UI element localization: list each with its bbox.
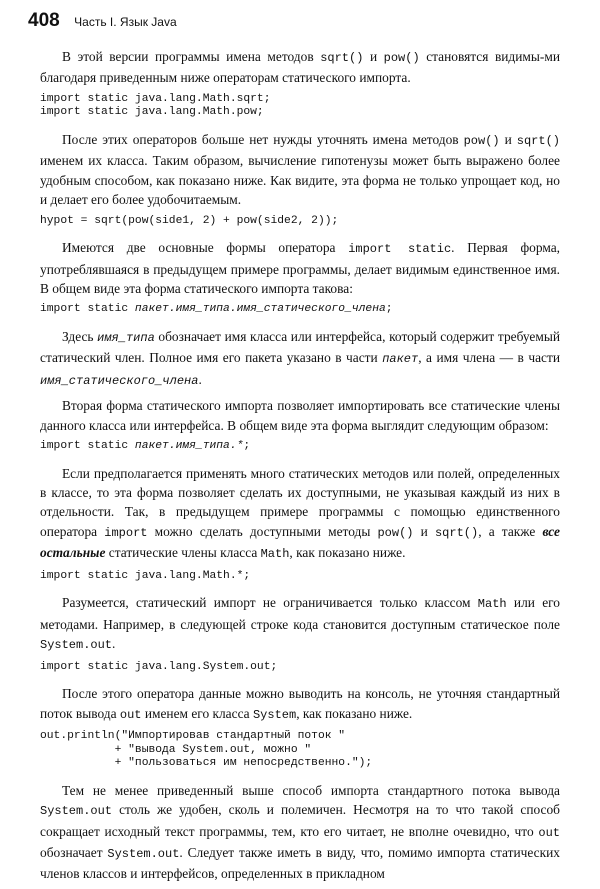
page-number: 408 (28, 10, 60, 31)
code-block: import static пакет.имя_типа.*; (40, 440, 251, 453)
paragraph: Вторая форма статического импорта позволяет импортировать все статические члены данного класса или интерфейса. В общем виде эта форма выглядит следующим образом: (40, 398, 560, 433)
paragraph: Разумеется, статический импорт не ограничивается только классом Math или его методами. Например, в следующей строке кода становится доступным статическое поле System.out. (40, 595, 561, 653)
paragraph: Здесь имя_типа обозначает имя класса или интерфейса, который содержит требуемый статический член. Полное имя его пакета указано в части пакет, а имя члена — в части имя_статического_члена. (40, 329, 560, 388)
code-block: import static java.lang.Math.*; (40, 569, 251, 582)
paragraph: После этого оператора данные можно выводить на консоль, не уточняя стандартный поток вывода out именем его класса System, как показано ниже. (40, 686, 560, 722)
paragraph: После этих операторов больше нет нужды уточнять имена методов pow() и sqrt() именем их класса. Таким образом, вычисление гипотенузы может быть выражено более удобным способом, как показано ниже. Как видите, эта форма не только упрощает код, но и делает его более удобочитаемым. (40, 132, 560, 208)
page-content (40, 47, 560, 889)
paragraph: Если предполагается применять много статических методов или полей, определенных в классе, то эта форма позволяет сделать их доступными, не указывая каждый из них в отдельности. Так, в предыдущем примере программы с помощью единственного оператора import можно сделать доступными методы pow() и sqrt(), а также все остальные статические члены класса Math, как показано ниже. (40, 465, 560, 562)
chapter-title: Часть I. Язык Java (74, 15, 177, 29)
code-block: hypot = sqrt(pow(side1, 2) + pow(side2, 2)); (40, 214, 339, 227)
running-header (28, 10, 177, 32)
code-block: out.println("Импортировав стандартный поток " + "вывода System.out, можно " + "пользоваться им непосредственно."); (40, 729, 373, 770)
code-block: import static java.lang.Math.sqrt; import static java.lang.Math.pow; (40, 92, 271, 119)
paragraph: В этой версии программы имена методов sqrt() и pow() становятся видимы-ми благодаря приведенным ниже операторам статического импорта. (40, 49, 560, 86)
paragraph: Тем не менее приведенный выше способ импорта стандартного потока вывода System.out столь же удобен, сколь и полемичен. Несмотря на то что такой способ сокращает исходный текст программы, тем, кто его читает, не вполне очевидно, что out обозначает System.out. Следует также иметь в виду, что, помимо импорта статических членов классов и интерфейсов, определенных в прикладном (40, 782, 560, 882)
paragraph: Имеются две основные формы оператора import static. Первая форма, употреблявшаяся в предыдущем примере программы, делает видимым единственное имя. В общем виде эта форма статического импорта такова: (40, 240, 560, 297)
code-block: import static пакет.имя_типа.имя_статического_члена; (40, 303, 393, 316)
code-block: import static java.lang.System.out; (40, 660, 278, 673)
